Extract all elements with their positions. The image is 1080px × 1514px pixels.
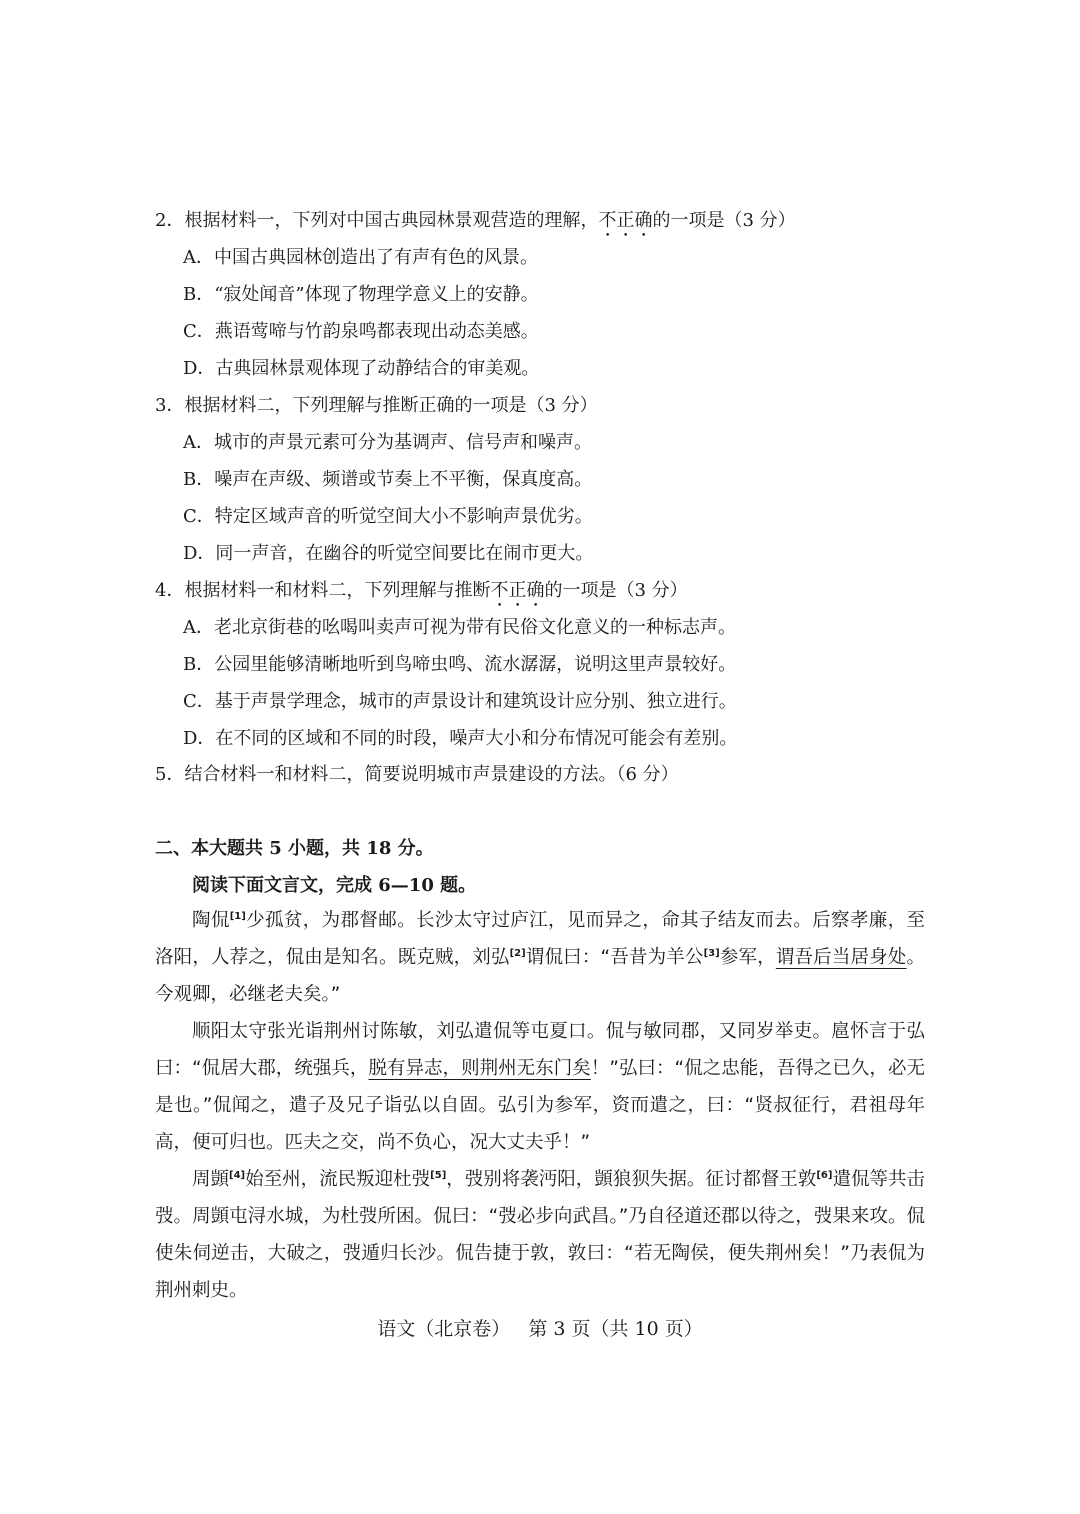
footnote-marker: [3] [703, 947, 720, 959]
passage-text: 顺阳太守张光诣荆州讨陈敏，刘弘遣侃等屯夏口。侃与敏同郡，又同岁举吏。扈怀言于弘曰：“侃居大郡，统强兵， [155, 1021, 925, 1079]
passage-text: ！”弘曰：“侃之忠能，吾得之已久，必无是也。”侃闻之，遣子及兄子诣弘以自固。弘引为参军，资而遣之，曰：“贤叔征行，君祖母年高，便可归也。匹夫之交，尚不负心，况大丈夫乎！” [155, 1058, 925, 1153]
footnote-marker: [4] [229, 1169, 246, 1181]
passage-text: 陶侃 [192, 910, 230, 931]
question-2-score: 的一项是（3 分） [652, 210, 796, 231]
question-4-stem-text: 4．根据材料一和材料二，下列理解与推断 [155, 580, 491, 601]
question-3-option-d: D．同一声音，在幽谷的听觉空间要比在闹市更大。 [183, 543, 594, 564]
footnote-marker: [2] [509, 947, 526, 959]
footnote-marker: [6] [816, 1169, 833, 1181]
question-5-stem: 5．结合材料一和材料二，简要说明城市声景建设的方法。（6 分） [155, 764, 679, 785]
question-2-stem-text: 2．根据材料一，下列对中国古典园林景观营造的理解， [155, 210, 599, 231]
passage-text: ，弢别将袭沔阳，顗狼狈失据。征讨都督王敦 [446, 1169, 817, 1190]
question-2-option-c: C．燕语莺啼与竹韵泉鸣都表现出动态美感。 [183, 321, 539, 342]
passage-text: 谓侃曰：“吾昔为羊公 [525, 947, 704, 968]
passage-text: 遣侃等共击弢。周顗屯浔水城，为杜弢所困。侃曰：“弢必步向武昌。”乃自径道还郡以待之，弢果来攻。侃使朱伺逆击，大破之，弢遁归长沙。侃告捷于敦，敦曰：“若无陶侯，便失荆州矣！”乃表侃为荆州刺史。 [155, 1169, 925, 1301]
question-4-option-b: B．公园里能够清晰地听到鸟啼虫鸣、流水潺潺，说明这里声景较好。 [183, 654, 737, 675]
question-2-option-d: D．古典园林景观体现了动静结合的审美观。 [183, 358, 540, 379]
question-2-stem [155, 209, 796, 241]
question-4-stem [155, 579, 688, 611]
question-2-emphasis: 不正确 [598, 210, 653, 231]
passage-paragraph-1 [155, 902, 925, 1013]
question-3-stem: 3．根据材料二，下列理解与推断正确的一项是（3 分） [155, 395, 598, 416]
underlined-sentence-1: 谓吾后当居身处 [775, 947, 907, 968]
section-title: 二、本大题共 5 小题，共 18 分。 [155, 838, 434, 859]
footnote-marker: [5] [430, 1169, 447, 1181]
classical-passage [155, 902, 925, 1309]
question-4-emphasis: 不正确 [490, 580, 545, 601]
question-2-option-b: B．“寂处闻音”体现了物理学意义上的安静。 [183, 284, 539, 305]
question-4-option-c: C．基于声景学理念，城市的声景设计和建筑设计应分别、独立进行。 [183, 691, 737, 712]
passage-text: 。今观卿，必继老夫矣。” [155, 947, 925, 1005]
section-instruction: 阅读下面文言文，完成 6—10 题。 [192, 875, 477, 896]
passage-text: 始至州，流民叛迎杜弢 [245, 1169, 431, 1190]
footnote-marker: [1] [229, 910, 246, 922]
passage-paragraph-3 [155, 1161, 925, 1309]
question-4-option-a: A．老北京街巷的吆喝叫卖声可视为带有民俗文化意义的一种标志声。 [183, 617, 736, 638]
question-3-option-b: B．噪声在声级、频谱或节奏上不平衡，保真度高。 [183, 469, 593, 490]
question-3-option-c: C．特定区域声音的听觉空间大小不影响声景优劣。 [183, 506, 593, 527]
underlined-sentence-2: 脱有异志，则荆州无东门矣 [368, 1058, 591, 1079]
question-2-option-a: A．中国古典园林创造出了有声有色的风景。 [183, 247, 538, 268]
question-3-option-a: A．城市的声景元素可分为基调声、信号声和噪声。 [183, 432, 592, 453]
question-4-option-d: D．在不同的区域和不同的时段，噪声大小和分布情况可能会有差别。 [183, 728, 738, 749]
passage-paragraph-2 [155, 1013, 925, 1161]
passage-text: 少孤贫，为郡督邮。长沙太守过庐江，见而异之，命其子结友而去。后察孝廉，至洛阳，人荐之，侃由是知名。既克贼，刘弘 [155, 910, 925, 968]
page-footer: 语文（北京卷） 第 3 页（共 10 页） [377, 1318, 703, 1340]
passage-text: 参军， [719, 947, 776, 968]
question-4-score: 的一项是（3 分） [544, 580, 688, 601]
passage-text: 周顗 [192, 1169, 230, 1190]
